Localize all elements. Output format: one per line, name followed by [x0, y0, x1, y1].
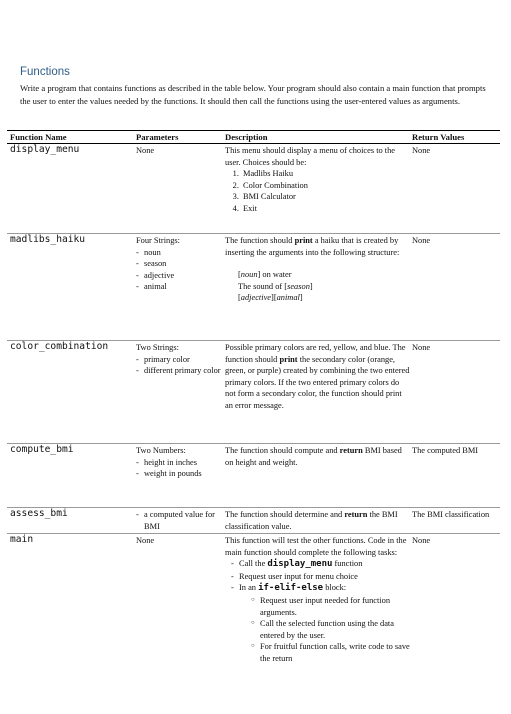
section-heading: Functions [20, 66, 70, 78]
function-name: main [10, 534, 34, 545]
text-span: BMI based on height and weight. [225, 446, 402, 467]
description-cell [223, 444, 410, 507]
italic-text: adjective [240, 293, 272, 303]
return-cell: None [412, 343, 431, 352]
list-item: - height in inches [136, 457, 223, 469]
bold-text: return [344, 510, 368, 519]
list-item: - weight in pounds [136, 468, 223, 480]
description-cell [223, 508, 410, 533]
list-item: ○ Call the selected function using the data entered by the user. [251, 618, 410, 641]
table-row [7, 234, 500, 341]
text-span: In an [239, 583, 259, 593]
text-span: Call the [239, 559, 268, 569]
list-item: - noun [136, 247, 223, 259]
description-text [225, 509, 410, 532]
function-name: madlibs_haiku [10, 234, 86, 245]
italic-text: season [287, 281, 310, 291]
function-name: compute_bmi [10, 444, 74, 455]
italic-text: animal [276, 293, 300, 303]
text-span: The sound of [ [238, 281, 288, 291]
header-function-name: Function Name [10, 132, 67, 142]
italic-text: noun [240, 270, 258, 280]
description-cell [223, 341, 410, 443]
table-row [7, 534, 500, 714]
text-span: ][ [271, 293, 277, 303]
list-item: - animal [136, 281, 223, 293]
parameters-title: Two Numbers: [136, 446, 186, 455]
description-text [225, 235, 410, 258]
return-cell: The computed BMI [412, 446, 479, 455]
parameters-cell [134, 234, 223, 340]
return-cell: None [412, 236, 431, 245]
list-item: - adjective [136, 270, 223, 282]
function-name: display_menu [10, 144, 80, 155]
parameters-list [136, 457, 223, 480]
bold-text: return [339, 446, 363, 455]
text-span: the secondary color (orange, green, or purple) created by combining the two entered primary colors. If the two entered primary colors do not form a secondary color, the function should print an error message. [225, 354, 410, 410]
list-item: 1. Madlibs Haiku [241, 168, 410, 180]
list-item: 4. Exit [241, 203, 410, 215]
table-row [7, 444, 500, 508]
haiku-line [238, 281, 410, 293]
haiku-structure [225, 269, 410, 304]
parameters-cell: None [136, 536, 155, 545]
list-item: - primary color [136, 354, 223, 366]
subtasks-list [239, 595, 410, 665]
return-cell: The BMI classification [412, 510, 490, 519]
list-item [231, 558, 410, 571]
description-cell [223, 534, 410, 714]
parameters-list [136, 354, 223, 377]
text-span: ] [299, 293, 303, 303]
description-cell [223, 144, 410, 233]
text-span: Possible primary colors are red, yellow, and blue. The function should [225, 343, 406, 364]
text-span: ] [309, 281, 313, 291]
list-item: ○ For fruitful function calls, write code to save the return [251, 641, 410, 664]
text-span: a haiku that is created by inserting the arguments into the following structure: [225, 236, 400, 257]
intro-paragraph: Write a program that contains functions as described in the table below. Your program should also contain a main function that prompts the user to enter the values needed by the functions. It should then call the functions using the user-entered values as arguments. [20, 83, 486, 106]
text-span: The function should compute and [225, 446, 340, 455]
code-text: if-elif-else [258, 583, 324, 594]
description-text [225, 342, 410, 412]
tasks-list [225, 558, 410, 664]
return-cell: None [412, 146, 431, 155]
description-cell [223, 234, 410, 340]
list-item: 3. BMI Calculator [241, 191, 410, 203]
haiku-line [238, 269, 410, 281]
list-item [231, 582, 410, 664]
code-text: display_menu [267, 559, 333, 570]
bold-text: print [294, 236, 313, 245]
header-return-values: Return Values [412, 132, 465, 142]
list-item: 2. Color Combination [241, 180, 410, 192]
list-item: - different primary color [136, 365, 223, 377]
table-row [7, 341, 500, 444]
header-parameters: Parameters [136, 132, 179, 142]
function-name: color_combination [10, 341, 109, 352]
functions-table [7, 130, 500, 714]
parameters-cell [134, 341, 223, 443]
parameters-list [136, 247, 223, 293]
text-span: [ [238, 270, 241, 280]
header-description: Description [225, 132, 268, 142]
parameters-cell [134, 444, 223, 507]
table-row [7, 508, 500, 534]
text-span: the BMI classification value. [225, 510, 398, 531]
description-text: This function will test the other functions. Code in the main function should complete the following tasks: [225, 536, 407, 557]
parameters-cell [134, 508, 223, 533]
list-item: - a computed value for BMI [136, 509, 223, 532]
document-body [20, 66, 496, 108]
parameters-title: Four Strings: [136, 236, 180, 245]
function-name: assess_bmi [10, 508, 68, 519]
table-row [7, 144, 500, 234]
list-item: - Request user input for menu choice [231, 571, 410, 583]
text-span: function [332, 559, 363, 569]
text-span: [ [238, 293, 241, 303]
parameters-list [136, 509, 223, 532]
text-span: The function should [225, 236, 295, 245]
list-item: ○ Request user input needed for function arguments. [251, 595, 410, 618]
bold-text: print [279, 354, 298, 364]
text-span: ] on water [257, 270, 292, 280]
table-header [7, 130, 500, 144]
list-item: - season [136, 258, 223, 270]
parameters-title: Two Strings: [136, 343, 179, 352]
text-span: block: [323, 583, 347, 593]
description-text [225, 445, 410, 468]
text-span: The function should determine and [225, 510, 345, 519]
haiku-line [238, 292, 410, 304]
description-text: This menu should display a menu of choices to the user. Choices should be: [225, 146, 396, 167]
return-cell: None [412, 536, 431, 545]
menu-choices-list [225, 168, 410, 214]
parameters-cell: None [136, 146, 155, 155]
